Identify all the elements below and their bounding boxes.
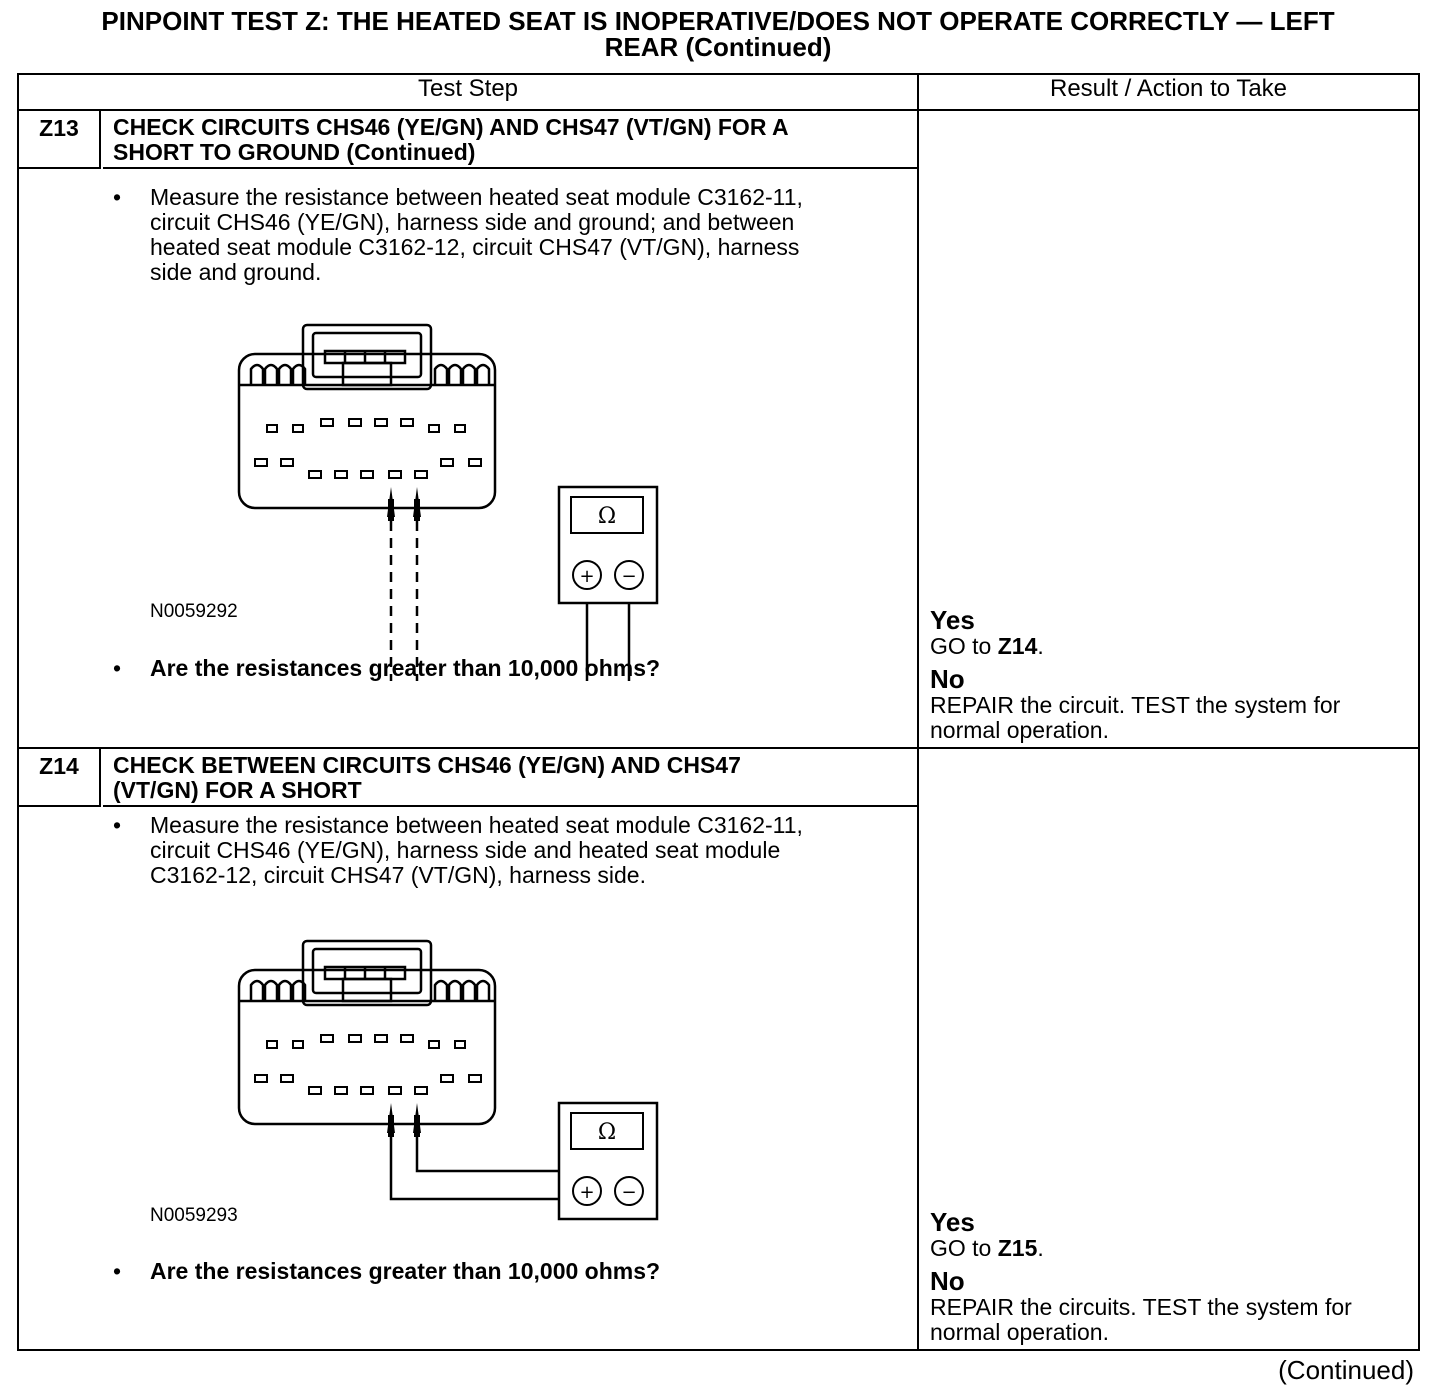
yes-action (930, 634, 1408, 659)
col-header-test-step: Test Step (18, 74, 918, 110)
instruction-text (150, 185, 900, 285)
table-row (18, 110, 1419, 748)
pinpoint-table (17, 73, 1420, 1351)
plus-terminal-label: + (579, 1182, 595, 1203)
probe-pins (387, 487, 421, 521)
bullet: • (113, 812, 122, 838)
figure-id: N0059293 (150, 1205, 238, 1226)
result-cell (918, 748, 1419, 1350)
continued-footer: (Continued) (1278, 1355, 1414, 1385)
step-title (103, 111, 917, 169)
table-header-row (18, 74, 1419, 110)
instruction-line: heated seat module C3162-12, circuit CHS47 (VT/GN), harness (150, 234, 800, 260)
instruction-line: C3162-12, circuit CHS47 (VT/GN), harness side. (150, 862, 646, 888)
instruction-line: circuit CHS46 (YE/GN), harness side and heated seat module (150, 837, 781, 863)
bullet: • (113, 1258, 122, 1284)
no-action-line2: normal operation. (930, 1319, 1109, 1345)
yes-action (930, 1236, 1408, 1261)
step-id: Z13 (19, 111, 101, 169)
connector-latch (303, 941, 431, 1005)
yes-action-text: GO to (930, 1235, 998, 1261)
result-block (930, 606, 1408, 743)
yes-action-end: . (1037, 633, 1044, 659)
yes-label: Yes (930, 1207, 975, 1237)
yes-action-text: GO to (930, 633, 998, 659)
no-action-line2: normal operation. (930, 717, 1109, 743)
goto-step-link[interactable]: Z15 (997, 1235, 1038, 1261)
page-title-line2: REAR (Continued) (604, 32, 832, 62)
step-title-line1: CHECK BETWEEN CIRCUITS CHS46 (YE/GN) AND CHS47 (113, 752, 741, 778)
instruction-line: Measure the resistance between heated seat module C3162-11, (150, 812, 803, 838)
meter-display-symbol: Ω (597, 504, 617, 529)
instruction-text (150, 813, 900, 888)
yes-action-end: . (1037, 1235, 1044, 1261)
minus-terminal-label: − (621, 566, 637, 587)
figure-id: N0059292 (150, 601, 238, 622)
step-title (103, 749, 917, 807)
page-title (18, 8, 1418, 60)
table-row (18, 748, 1419, 1350)
probe-pins (387, 1103, 421, 1137)
step-title-line2: SHORT TO GROUND (Continued) (113, 139, 476, 165)
minus-terminal-label: − (621, 1182, 637, 1203)
no-label: No (930, 1266, 965, 1296)
question-text: Are the resistances greater than 10,000 ohms? (150, 1258, 661, 1284)
goto-step-link[interactable]: Z14 (997, 633, 1038, 659)
instruction-line: Measure the resistance between heated seat module C3162-11, (150, 184, 803, 210)
instruction-line: side and ground. (150, 259, 322, 285)
bullet: • (113, 184, 122, 210)
no-label: No (930, 664, 965, 694)
connector-resistance-diagram (219, 937, 699, 1237)
step-cell (18, 110, 918, 748)
yes-label: Yes (930, 605, 975, 635)
page-title-line1: PINPOINT TEST Z: THE HEATED SEAT IS INOPERATIVE/DOES NOT OPERATE CORRECTLY — LEFT (101, 6, 1335, 36)
instruction-line: circuit CHS46 (YE/GN), harness side and ground; and between (150, 209, 795, 235)
step-cell (18, 748, 918, 1350)
plus-terminal-label: + (579, 566, 595, 587)
bullet: • (113, 655, 122, 681)
connector-resistance-diagram (219, 321, 699, 681)
no-action-line1: REPAIR the circuits. TEST the system for (930, 1294, 1352, 1320)
result-block (930, 1208, 1408, 1345)
question-text: Are the resistances greater than 10,000 ohms? (150, 655, 661, 681)
step-title-line1: CHECK CIRCUITS CHS46 (YE/GN) AND CHS47 (VT/GN) FOR A (113, 114, 789, 140)
result-cell (918, 110, 1419, 748)
meter-display-symbol: Ω (597, 1120, 617, 1145)
connector-latch (303, 325, 431, 389)
no-action-line1: REPAIR the circuit. TEST the system for (930, 692, 1341, 718)
ohmmeter (559, 1103, 657, 1219)
ohmmeter (559, 487, 657, 603)
col-header-result: Result / Action to Take (918, 74, 1419, 110)
step-title-line2: (VT/GN) FOR A SHORT (113, 777, 362, 803)
step-id: Z14 (19, 749, 101, 807)
